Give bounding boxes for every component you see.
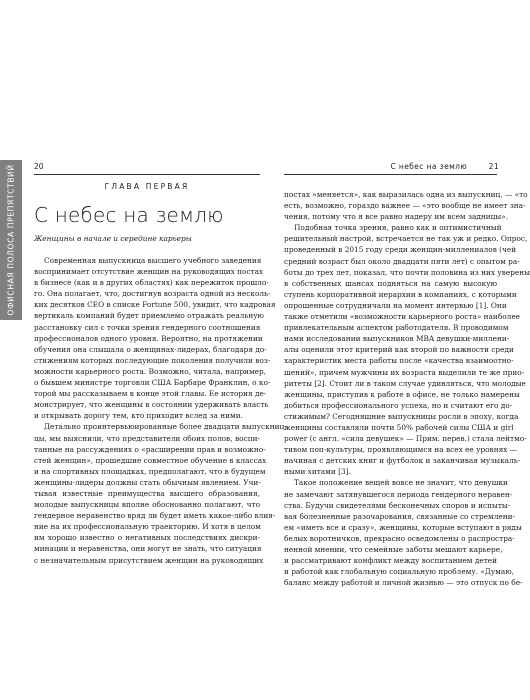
spine-section-title: ОФИСНАЯ ПОЛОСА ПРЕПЯТСТВИЙ: [6, 164, 16, 316]
body-text-line: ненной мнении, что семейные заботы мешают карьере,: [284, 545, 503, 554]
body-text-line: привлекательным аспектом работодателя. В проводимом: [284, 323, 509, 333]
chapter-subtitle: Женщины в начале и середине карьеры: [34, 234, 192, 243]
body-text-line: не замечают затянувшегося периода гендерного неравен-: [284, 489, 513, 499]
header-rule-right: [284, 174, 497, 175]
chapter-title: С небес на землю: [34, 203, 224, 227]
body-text-line: стижимым? Сегодняшние выпускницы росли в эпоху, когда: [284, 411, 519, 421]
body-text-line: можности карьерного роста. Возможно, читала, например,: [34, 366, 267, 376]
body-text-line: опрошенные сотрудничали на момент интервью [1]. Они: [284, 300, 507, 310]
page-number-right: 21: [488, 162, 499, 171]
body-text-line: ние на их профессиональную траекторию. И хотя в целом: [34, 522, 261, 532]
body-text-line: нами исследовании выпускников MBA девушки-миллени-: [284, 334, 510, 344]
running-head-right: [391, 162, 499, 171]
body-text-line: также отметили «возможности карьерного роста» наиболее: [284, 312, 521, 322]
body-text-line: начиная с детских книг и футболок и заканчивая музыкаль-: [284, 456, 521, 466]
right-page-body: [284, 189, 530, 588]
body-text-line: шений», причем мужчины их возраста выделили те же прио-: [284, 367, 525, 377]
body-text-line: проведенный в 2015 году среди женщин-миллениалов (чей: [284, 245, 517, 255]
body-text-line: Современная выпускница высшего учебного заведения: [44, 256, 262, 265]
body-text-line: Детально проинтервьюированные более двадцати выпускниц-: [44, 422, 287, 432]
body-text-line: ких десятков CEO в списке Fortune 500, увидит, что кадровая: [34, 300, 276, 310]
body-text-line: гендерное неравенство вряд ли будет иметь какое-либо влия-: [34, 511, 276, 521]
body-text-line: минации и неравенства, они могут не знать, что ситуация: [34, 544, 262, 554]
body-text-line: и на спортивных площадках, предполагают, что в будущем: [34, 466, 266, 476]
body-text-line: в собственных шансах подняться на самую высокую: [284, 278, 497, 288]
body-text-line: стижениям которых последующие поколения получили воз-: [34, 355, 271, 365]
header-rule-left: [34, 174, 260, 175]
body-text-line: и рассматривают конфликт между воспитанием детей: [284, 556, 498, 566]
running-head-title: С небес на землю: [390, 162, 468, 171]
body-text-line: характеристик места работы после «качества взаимоотно-: [284, 356, 514, 366]
body-text-line: алы оценили этот критерий как второй по важности среди: [284, 345, 514, 355]
body-text-line: танные на рассуждениях о «расширении прав и возможно-: [34, 444, 266, 454]
body-text-line: тивом поп-культуры, проявляющимся на всех ее уровнях —: [284, 445, 518, 455]
body-text-line: торой мы рассказываем в конце этой главы. Ее история де-: [34, 389, 267, 399]
body-text-line: Такое положение вещей вовсе не значит, что девушки: [294, 478, 508, 488]
body-text-line: в бизнесе (как и в других областях) как пережиток прошло-: [34, 278, 269, 288]
body-text-line: с незначительным присутствием женщин на руководящих: [34, 555, 264, 565]
body-text-line: ем «иметь все и сразу», женщины, которые вступают в ряды: [284, 522, 522, 532]
body-text-line: ными хитами [3].: [284, 467, 351, 477]
body-text-line: цы, мы выяснили, что представители обоих полов, воспи-: [34, 433, 260, 443]
body-text-line: решительный настрой, встречается не так уж и редко. Опрос,: [284, 234, 528, 244]
body-text-line: воспринимает отсутствие женщин на руководящих постах: [34, 267, 264, 277]
body-text-line: женщины, приступив к работе в офисе, не только намерены: [284, 389, 520, 399]
body-text-line: стей женщин», прошедшие совместное обучение в классах: [34, 455, 267, 465]
body-text-line: им хорошо известно о негативных последствиях дискри-: [34, 533, 260, 543]
body-text-line: и работой как глобальную социальную проблему. «Думаю,: [284, 567, 514, 577]
body-text-line: молодые выпускницы вполне обоснованно полагают, что: [34, 500, 260, 510]
body-text-line: женщины составляли почти 50% рабочей силы США и girl: [284, 422, 514, 432]
body-text-line: профессионалов одного уровня. Вероятно, на протяжении: [34, 333, 263, 343]
body-text-line: добиться профессионального успеха, но и считают его до-: [284, 400, 513, 410]
body-text-line: ступень корпоративной иерархии в компаниях, с которыми: [284, 289, 517, 299]
body-text-line: power (с англ. «сила девушек» — Прим. перев.) стала лейтмо-: [284, 434, 527, 444]
body-text-line: го. Она полагает, что, достигнув возраста одной из несколь-: [34, 289, 271, 299]
body-text-line: обучения она слышала о женщинах-лидерах, благодаря до-: [34, 344, 267, 354]
body-text-line: тывая известные преимущества высшего образования,: [34, 488, 260, 498]
body-text-line: о бывшем министре торговли США Барбаре Франклин, о ко-: [34, 378, 271, 388]
body-text-line: монстрирует, что женщины в состоянии удерживать власть: [34, 400, 269, 410]
left-page-body: [34, 255, 287, 566]
body-text-line: Подобная точка зрения, равно как и оптимистичный: [294, 223, 502, 233]
body-text-line: и открывать дорогу тем, кто приходит вслед за ними.: [34, 411, 243, 421]
body-text-line: женщины-лидеры должны стать обычным явлением. Учи-: [34, 477, 261, 487]
body-text-line: вая болезненные разочарования, связанные со стремлени-: [284, 511, 516, 521]
body-text-line: средний возраст был около двадцати пяти лет) с опытом ра-: [284, 256, 520, 266]
page-number-left: 20: [34, 162, 44, 171]
body-text-line: баланс между работой и личной жизнью — это отпуск по бе-: [284, 578, 523, 588]
chapter-label: ГЛАВА ПЕРВАЯ: [104, 182, 190, 191]
body-text-line: белых воротничков, прекрасно осведомлены о распростра-: [284, 533, 515, 543]
body-text-line: ства. Будучи свидетелями бесконечных споров и испыты-: [284, 500, 511, 510]
body-text-line: вертикаль компаний будет приемлемо отражать реальную: [34, 311, 264, 321]
body-text-line: боты до трех лет, показал, что почти половина из них уверены: [284, 267, 530, 277]
body-text-line: чения, потому что я все равно надеру им всем задницы».: [284, 212, 509, 222]
body-text-line: постах «меняется», как выразилась одна из выпускниц, — «то: [284, 190, 528, 199]
body-text-line: расстановку сил с точки зрения гендерного соотношения: [34, 322, 261, 332]
body-text-line: ритеты [2]. Стоит ли в таком случае удивляться, что молодые: [284, 378, 526, 388]
body-text-line: есть, возможно, гораздо важнее — «это вообще не имеет зна-: [284, 201, 526, 211]
